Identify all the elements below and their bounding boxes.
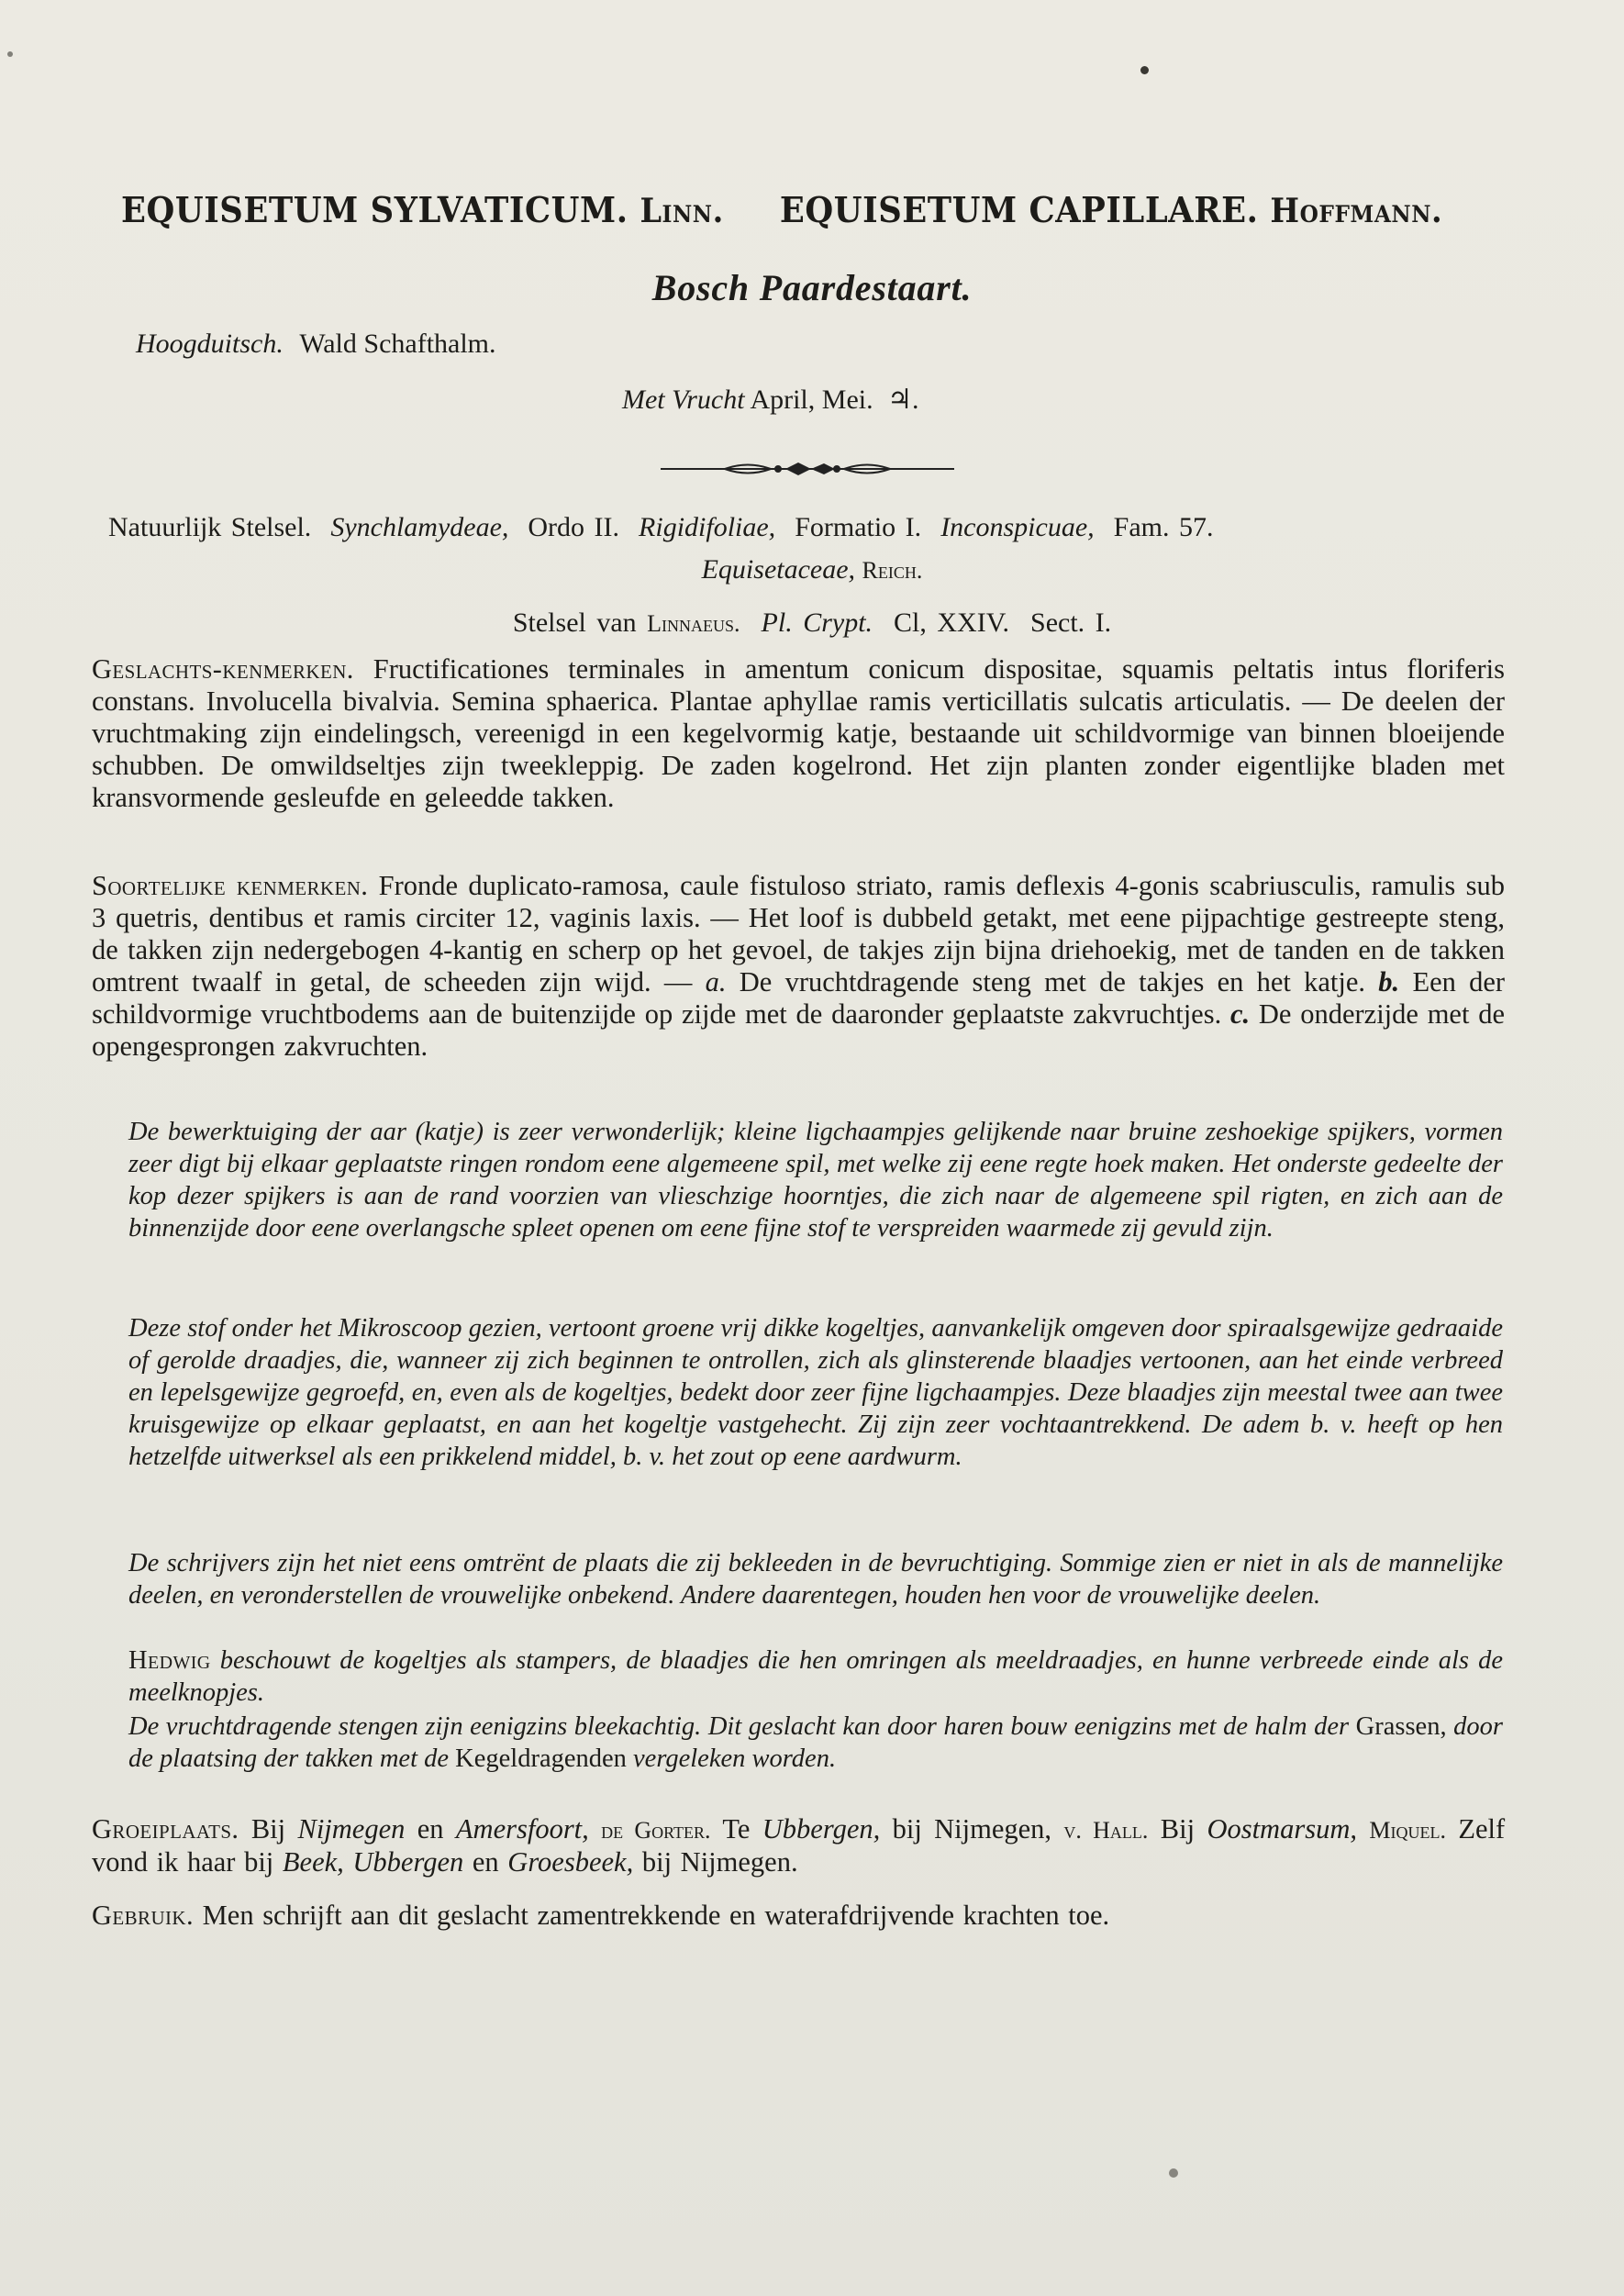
collector-name: v. Hall. <box>1063 1817 1149 1844</box>
collector-name: Miquel. <box>1369 1817 1446 1844</box>
linnaean-section: Sect. I. <box>1030 607 1112 638</box>
linnaean-label: Stelsel van <box>512 607 637 638</box>
natural-system-line <box>108 512 1213 543</box>
title-species-2: EQUISETUM CAPILLARE. <box>779 189 1259 230</box>
use-heading: Gebruik. <box>92 1900 195 1931</box>
natural-system-label: Natuurlijk Stelsel. <box>108 512 312 542</box>
note-text: door de plaatsing der takken met de <box>128 1712 1503 1773</box>
conifers-term: Kegeldragenden <box>455 1744 627 1773</box>
natural-system-family: Fam. 57. <box>1113 512 1214 542</box>
hedwig-name: Hedwig <box>128 1646 211 1675</box>
habitat-text: Zelf vond ik haar bij <box>92 1813 1506 1878</box>
note-microscope <box>92 1312 1503 1473</box>
paper-speck <box>1169 2168 1178 2178</box>
place-name: Ubbergen, <box>762 1813 881 1845</box>
figure-caption-a: De vruchtdragende steng met de takjes en het katje. <box>739 966 1366 998</box>
habitat-text: en <box>417 1813 444 1845</box>
page-title <box>121 189 1443 230</box>
paper-speck <box>1140 66 1149 74</box>
place-name: Beek, <box>282 1846 344 1878</box>
habitat-text: Bij <box>250 1813 286 1845</box>
perennial-symbol: ♃. <box>887 385 919 415</box>
figure-caption-b: Een der schildvormige vruchtbodems aan de buitenzijde op zijde met de daaronder geplaatste zakvruchtjes. <box>92 966 1506 1030</box>
place-name: Amersfoort, <box>455 1813 589 1845</box>
ornament-divider <box>661 457 954 481</box>
habitat-text: en <box>472 1846 499 1878</box>
figure-label-b: b. <box>1378 966 1400 998</box>
figure-label-a: a. <box>705 966 727 998</box>
figure-caption-c: De onderzijde met de opengesprongen zakvruchten. <box>92 998 1505 1062</box>
linnaeus-name: Linnaeus. <box>647 610 740 637</box>
paper-speck <box>7 51 13 57</box>
title-species-1: EQUISETUM SYLVATICUM. <box>121 189 628 230</box>
use <box>92 1900 1505 1932</box>
family-name: Equisetaceae, <box>701 554 856 585</box>
linnaean-group: Pl. Crypt. <box>761 607 873 638</box>
family-author: Reich. <box>862 557 923 584</box>
german-label: Hoogduitsch. <box>136 329 284 359</box>
grasses-term: Grassen, <box>1355 1712 1447 1741</box>
species-characters-text: Fronde duplicato-ramosa, caule fistuloso striato, ramis deflexis 4-gonis scabriusculis, ramulis sub 3 quetris, dentibus et ramis circiter 12, vaginis laxis. — Het loof is dubbeld getakt, met eene pijpachtige gestreepte steng, de takken zijn nedergebogen 4-kantig en scherp op het gevoel, de takjes zijn bijna driehoekig, met de tanden en de takken omtrent twaalf in getal, de scheeden zijn wijd. — <box>92 870 1505 998</box>
natural-system-order-name: Rigidifoliae, <box>639 512 776 542</box>
title-author-2: Hoffmann. <box>1270 192 1443 230</box>
fruiting-label: Met Vrucht <box>622 385 745 415</box>
place-name: Ubbergen <box>352 1846 464 1878</box>
natural-system-ordo: Ordo II. <box>528 512 620 542</box>
linnaean-system-line <box>0 607 1624 639</box>
natural-system-class: Synchlamydeae, <box>330 512 509 542</box>
habitat-text: bij Nijmegen. <box>641 1846 798 1878</box>
german-name-line <box>136 329 496 360</box>
natural-system-line-2 <box>0 554 1624 585</box>
common-name: Bosch Paardestaart. <box>651 267 973 308</box>
note-text: beschouwt de kogeltjes als stampers, de blaadjes die hen omringen als meeldraadjes, en hunne verbreede einde als de meelknopjes. <box>128 1646 1503 1707</box>
note-text: Deze stof onder het Mikroscoop gezien, vertoont groene vrij dikke kogeltjes, aanvankelijk omgeven door spiraalsgewijze gedraaide of gerolde draadjes, die, wanneer zij zich beginnen te ontrollen, zich als glinsterende blaadjes vertoonen, aan het einde verbreed en lepelsgewijze gegroefd, en, even als de kogeltjes, bedekt door zeer fijne ligchaampjes. Deze blaadjes zijn meestal twee aan twee kruisgewijze op elkaar geplaatst, en aan het kogeltje vastgehecht. Zij zijn zeer vochtaantrekkend. De adem b. v. heeft op hen hetzelfde uitwerksel als een prikkelend middel, b. v. het zout op eene aardwurm. <box>128 1314 1503 1471</box>
note-text: De bewerktuiging der aar (katje) is zeer verwonderlijk; kleine ligchaampjes gelijkende naar bruine zeshoekige spijkers, vormen zeer digt bij elkaar geplaatste ringen rondom eene algemeene spil, met welke zij eene regte hoek maken. Het onderste gedeelte der kop dezer spijkers is aan de rand voorzien van vlieschzige hoorntjes, die zich naar de algemeene spil rigten, en zich aan de binnenzijde door eene overlangsche spleet openen om eene fijne stof te verspreiden waarmede zij gevuld zijn. <box>128 1118 1503 1243</box>
fruiting-months: April, Mei. <box>750 385 873 415</box>
place-name: Oostmarsum, <box>1207 1813 1357 1845</box>
habitat-text: Te <box>722 1813 751 1845</box>
habitat-text: Bij <box>1160 1813 1196 1845</box>
note-hedwig <box>92 1644 1503 1709</box>
title-author-1: Linn. <box>640 192 724 230</box>
genus-characters <box>92 653 1505 814</box>
note-text: vergeleken worden. <box>633 1744 837 1773</box>
linnaean-class: Cl, XXIV. <box>894 607 1010 638</box>
species-characters <box>92 870 1505 1063</box>
note-authors <box>92 1547 1503 1611</box>
natural-system-formatio: Formatio I. <box>795 512 922 542</box>
habitat <box>92 1813 1505 1878</box>
habitat-text: bij Nijmegen, <box>892 1813 1052 1845</box>
genus-characters-heading: Geslachts-kenmerken. <box>92 653 354 685</box>
place-name: Groesbeek, <box>507 1846 634 1878</box>
use-text: Men schrijft aan dit geslacht zamentrekkende en waterafdrijvende krachten toe. <box>202 1900 1110 1931</box>
collector-name: de Gorter. <box>601 1817 711 1844</box>
note-spike-structure <box>92 1116 1503 1244</box>
genus-characters-text: Fructificationes terminales in amentum conicum dispositae, squamis peltatis intus floriferis constans. Involucella bivalvia. Semina sphaerica. Plantae aphyllae ramis verticillatis sulcatis articulatis. — De deelen der vruchtmaking zijn eindelingsch, vereenigd in een kegelvormig katje, bestaande uit schildvormige van binnen bloeijende schubben. De omwildseltjes zijn tweekleppig. De zaden kogelrond. Het zijn planten zonder eigentlijke bladen met kransvormende gesleufde en geleedde takken. <box>92 653 1506 813</box>
species-characters-heading: Soortelijke kenmerken. <box>92 870 369 901</box>
german-value: Wald Schafthalm. <box>299 329 496 359</box>
figure-label-c: c. <box>1229 998 1251 1030</box>
habitat-heading: Groeiplaats. <box>92 1813 239 1845</box>
natural-system-formatio-name: Inconspicuae, <box>940 512 1095 542</box>
place-name: Nijmegen <box>297 1813 406 1845</box>
note-text: De vruchtdragende stengen zijn eenigzins bleekachtig. Dit geslacht kan door haren bouw eenigzins met de halm der <box>128 1712 1350 1741</box>
fruiting-line <box>622 384 919 416</box>
note-fertile-stems <box>92 1711 1503 1775</box>
note-text: De schrijvers zijn het niet eens omtrënt de plaats die zij bekleeden in de bevruchtiging. Sommige zien er niet in als de mannelijke deelen, en veronderstellen de vrouwelijke onbekend. Andere daarentegen, houden hen voor de vrouwelijke deelen. <box>128 1549 1503 1610</box>
